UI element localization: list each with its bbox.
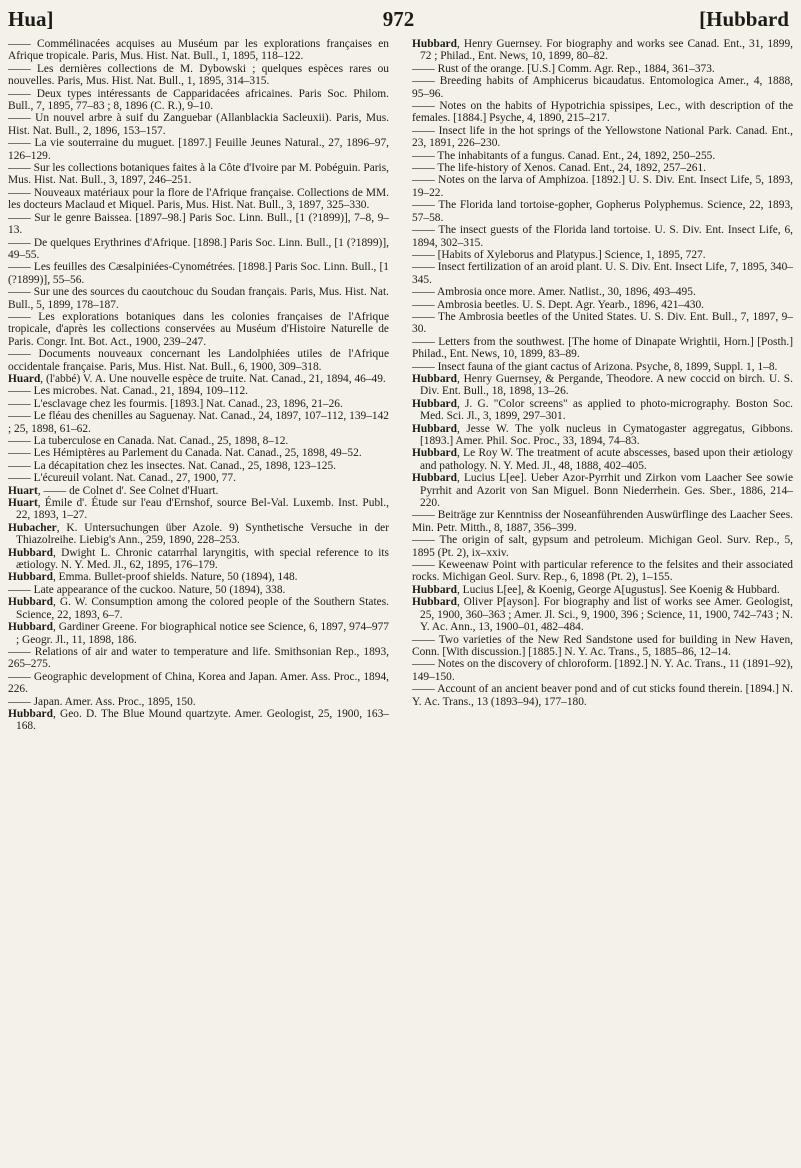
bibliography-entry: —— Notes on the habits of Hypotrichia spissipes, Lec., with description of the females. [1884.] Psyche, 4, 1890, 215–217. xyxy=(412,100,793,125)
bibliography-entry: —— Les Hémiptères au Parlement du Canada. Nat. Canad., 25, 1898, 49–52. xyxy=(8,447,362,460)
bibliography-entry: Hubacher, K. Untersuchungen über Azole. 9) Synthetische Versuche in der Thiazolreihe. Liebig's Ann., 259, 1890, 228–253. xyxy=(8,521,389,547)
bibliography-entry: —— Ambrosia beetles. U. S. Dept. Agr. Yearb., 1896, 421–430. xyxy=(412,298,705,311)
bibliography-entry: Hubbard, Le Roy W. The treatment of acute abscesses, based upon their ætiology and pathology. N. Y. Med. Jl., 48, 1888, 402–405. xyxy=(412,447,793,472)
bibliography-entry: —— Commélinacées acquises au Muséum par les explorations françaises en Afrique tropicale. Paris, Mus. Hist. Nat. Bull., 1, 1895, 118–122. xyxy=(8,38,389,63)
bibliography-entry: —— Notes on the discovery of chloroform. [1892.] N. Y. Ac. Trans., 11 (1891–92), 149–150. xyxy=(412,658,793,683)
bibliography-entry: —— Deux types intéressants de Capparidacées africaines. Paris Soc. Philom. Bull., 7, 1895, 77–83 ; 8, 1896 (C. R.), 9–10. xyxy=(8,87,389,113)
bibliography-entry: Hubbard, Jesse W. The yolk nucleus in Cymatogaster aggregatus, Gibbons. [1893.] Amer. Phil. Soc. Proc., 33, 1894, 74–83. xyxy=(412,422,793,447)
page-number: 972 xyxy=(382,7,415,31)
bibliography-entry: Hubbard, Henry Guernsey, & Pergande, Theodore. A new coccid on birch. U. S. Div. Ent. Bull., 18, 1898, 13–26. xyxy=(412,372,793,398)
bibliography-entry: —— The inhabitants of a fungus. Canad. Ent., 24, 1892, 250–255. xyxy=(412,149,716,162)
bibliography-entry: Huard, (l'abbé) V. A. Une nouvelle espèce de truite. Nat. Canad., 21, 1894, 46–49. xyxy=(8,372,386,385)
bibliography-entry: —— Letters from the southwest. [The home of Dinapate Wrightii, Horn.] [Posth.] Philad., Ent. News, 10, 1899, 83–89. xyxy=(412,335,793,361)
bibliography-entry: —— Two varieties of the New Red Sandstone used for building in New Haven, Conn. [With discussion.] [1885.] N. Y. Ac. Trans., 5, 1885–86, 12–14. xyxy=(412,633,793,658)
bibliography-entry: —— [Habits of Xyleborus and Platypus.] Science, 1, 1895, 727. xyxy=(412,248,706,261)
bibliography-entry: Huart, —— de Colnet d'. See Colnet d'Huart. xyxy=(8,484,219,497)
bibliography-entry: —— The Ambrosia beetles of the United States. U. S. Div. Ent. Bull., 7, 1897, 9–30. xyxy=(412,310,793,336)
bibliography-entry: —— Un nouvel arbre à suif du Zanguebar (Allanblackia Sacleuxii). Paris, Mus. Hist. Nat. Bull., 2, 1896, 153–157. xyxy=(8,112,389,137)
bibliography-entry: Hubbard, Lucius L[ee]. Ueber Azor-Pyrrhit und Zirkon vom Laacher See sowie Pyrrhit and Azorit von San Miguel. Bonn Niederrhein. Ges. Sber., 1886, 214–220. xyxy=(412,472,793,510)
bibliography-entry: —— L'esclavage chez les fourmis. [1893.] Nat. Canad., 23, 1896, 21–26. xyxy=(8,397,343,410)
bibliography-entry: —— Les dernières collections de M. Dybowski ; quelques espèces rares ou nouvelles. Paris, Mus. Hist. Nat. Bull., 1, 1895, 314–315. xyxy=(8,62,389,88)
bibliography-entry: —— L'écureuil volant. Nat. Canad., 27, 1900, 77. xyxy=(8,472,236,485)
bibliography-entry: —— Sur le genre Baissea. [1897–98.] Paris Soc. Linn. Bull., [1 (?1899)], 7–8, 9–13. xyxy=(8,211,389,237)
bibliography-entry: —— Sur une des sources du caoutchouc du Soudan français. Paris, Mus. Hist. Nat. Bull., 5, 1899, 178–187. xyxy=(8,286,389,311)
bibliography-entry: —— Keweenaw Point with particular reference to the felsites and their associated rocks. Michigan Geol. Surv. Rep., 6, 1898 (Pt. 2), 1–155. xyxy=(412,559,793,584)
bibliography-entry: —— The Florida land tortoise-gopher, Gopherus Polyphemus. Science, 22, 1893, 57–58. xyxy=(412,199,793,224)
bibliography-entry: —— Le fléau des chenilles au Saguenay. Nat. Canad., 24, 1897, 107–112, 139–142 ; 25, 1898, 61–62. xyxy=(8,410,389,435)
bibliography-entry: —— Documents nouveaux concernant les Landolphiées utiles de l'Afrique occidentale française. Paris, Mus. Hist. Nat. Bull., 6, 1900, 309–318. xyxy=(8,348,389,373)
bibliography-entry: Hubbard, Lucius L[ee], & Koenig, George A[ugustus]. See Koenig & Hubbard. xyxy=(412,583,780,596)
bibliography-entry: —— Les feuilles des Cæsalpiniées-Cynométrées. [1898.] Paris Soc. Linn. Bull., [1 (?1899)], 55–56. xyxy=(8,261,389,286)
bibliography-entry: Hubbard, G. W. Consumption among the colored people of the Southern States. Science, 22, 1893, 6–7. xyxy=(8,596,389,621)
bibliography-entry: —— Account of an ancient beaver pond and of cut sticks found therein. [1894.] N. Y. Ac. Trans., 13 (1893–94), 177–180. xyxy=(412,683,793,708)
bibliography-entry: —— La décapitation chez les insectes. Nat. Canad., 25, 1898, 123–125. xyxy=(8,459,337,472)
bibliography-entry: —— De quelques Erythrines d'Afrique. [1898.] Paris Soc. Linn. Bull., [1 (?1899)], 49–55. xyxy=(8,236,389,261)
right-column xyxy=(412,38,793,708)
bibliography-entry: —— Rust of the orange. [U.S.] Comm. Agr. Rep., 1884, 361–373. xyxy=(412,62,715,75)
bibliography-entry: —— La vie souterraine du muguet. [1897.] Feuille Jeunes Natural., 27, 1896–97, 126–129. xyxy=(8,137,389,162)
bibliography-entry: —— La tuberculose en Canada. Nat. Canad., 25, 1898, 8–12. xyxy=(8,435,289,447)
bibliography-entry: —— Beiträge zur Kenntniss der Noseanführenden Auswürflinge des Laacher Sees. Min. Petr. Mitth., 8, 1887, 356–399. xyxy=(412,509,793,534)
bibliography-entry: —— Geographic development of China, Korea and Japan. Amer. Ass. Proc., 1894, 226. xyxy=(8,670,389,696)
bibliography-entry: Hubbard, Gardiner Greene. For biographical notice see Science, 6, 1897, 974–977 ; Geogr. Jl., 11, 1898, 186. xyxy=(8,621,389,646)
bibliography-entry: —— Notes on the larva of Amphizoa. [1892.] U. S. Div. Ent. Insect Life, 5, 1893, 19–22. xyxy=(412,174,793,199)
bibliography-entry: —— Insect fertilization of an aroid plant. U. S. Div. Ent. Insect Life, 7, 1895, 340–345. xyxy=(412,261,793,286)
bibliography-entry: Hubbard, Henry Guernsey. For biography and works see Canad. Ent., 31, 1899, 72 ; Philad., Ent. News, 10, 1899, 80–82. xyxy=(412,38,793,63)
bibliography-entry: Hubbard, Dwight L. Chronic catarrhal laryngitis, with special reference to its ætiology. N. Y. Med. Jl., 62, 1895, 176–179. xyxy=(8,546,389,572)
bibliography-entry: Hubbard, Emma. Bullet-proof shields. Nature, 50 (1894), 148. xyxy=(8,571,298,584)
bibliography-entry: —— Insect fauna of the giant cactus of Arizona. Psyche, 8, 1899, Suppl. 1, 1–8. xyxy=(412,360,778,373)
bibliography-entry: —— Les explorations botaniques dans les colonies françaises de l'Afrique tropicale, d'après les collections conservées au Muséum d'Histoire Naturelle de Paris. Congr. Int. Bot. Act., 1900, 239–247. xyxy=(8,310,389,348)
bibliography-entry: —— Les microbes. Nat. Canad., 21, 1894, 109–112. xyxy=(8,385,249,398)
bibliography-entry: —— Insect life in the hot springs of the Yellowstone National Park. Canad. Ent., 23, 1891, 226–230. xyxy=(412,124,793,150)
bibliography-entry: —— Relations of air and water to temperature and life. Smithsonian Rep., 1893, 265–275. xyxy=(8,645,389,671)
bibliography-entry: —— Breeding habits of Amphicerus bicaudatus. Entomologica Amer., 4, 1888, 95–96. xyxy=(412,75,793,100)
bibliography-entry: Huart, Émile d'. Étude sur l'eau d'Ernshof, source Bel-Val. Luxemb. Inst. Publ., 22, 1893, 1–27. xyxy=(8,497,389,522)
bibliography-entry: —— Late appearance of the cuckoo. Nature, 50 (1894), 338. xyxy=(8,583,286,596)
bibliography-entry: —— Sur les collections botaniques faites à la Côte d'Ivoire par M. Pobéguin. Paris, Mus. Hist. Nat. Bull., 3, 1897, 246–251. xyxy=(8,162,389,187)
header-left-guide: Hua] xyxy=(8,7,54,31)
bibliography-entry: —— The insect guests of the Florida land tortoise. U. S. Div. Ent. Insect Life, 6, 1894, 302–315. xyxy=(412,224,793,249)
bibliography-entry: —— The life-history of Xenos. Canad. Ent., 24, 1892, 257–261. xyxy=(412,162,707,175)
bibliography-entry: —— Nouveaux matériaux pour la flore de l'Afrique française. Collections de MM. les docteurs Maclaud et Miquel. Paris, Mus. Hist. Nat. Bull., 3, 1897, 325–330. xyxy=(8,186,389,212)
bibliography-entry: Hubbard, Geo. D. The Blue Mound quartzyte. Amer. Geologist, 25, 1900, 163–168. xyxy=(8,707,389,733)
bibliography-entry: —— Ambrosia once more. Amer. Natlist., 30, 1896, 493–495. xyxy=(412,286,696,299)
bibliography-entry: Hubbard, J. G. "Color screens" as applied to photo-micrography. Boston Soc. Med. Sci. Jl., 3, 1899, 297–301. xyxy=(412,397,793,423)
page-header xyxy=(8,4,789,34)
bibliography-entry: Hubbard, Oliver P[ayson]. For biography and list of works see Amer. Geologist, 25, 1900, 360–363 ; Amer. Jl. Sci., 9, 1900, 396 ; Science, 11, 1900, 742–743 ; N. Y. Ac. Ann., 13, 1900–01, 482–484. xyxy=(412,596,793,634)
bibliography-entry: —— The origin of salt, gypsum and petroleum. Michigan Geol. Surv. Rep., 5, 1895 (Pt. 2), ix–xxiv. xyxy=(412,534,793,559)
left-column xyxy=(8,38,389,733)
header-right-guide: [Hubbard xyxy=(699,7,789,31)
bibliography-entry: —— Japan. Amer. Ass. Proc., 1895, 150. xyxy=(8,695,196,708)
